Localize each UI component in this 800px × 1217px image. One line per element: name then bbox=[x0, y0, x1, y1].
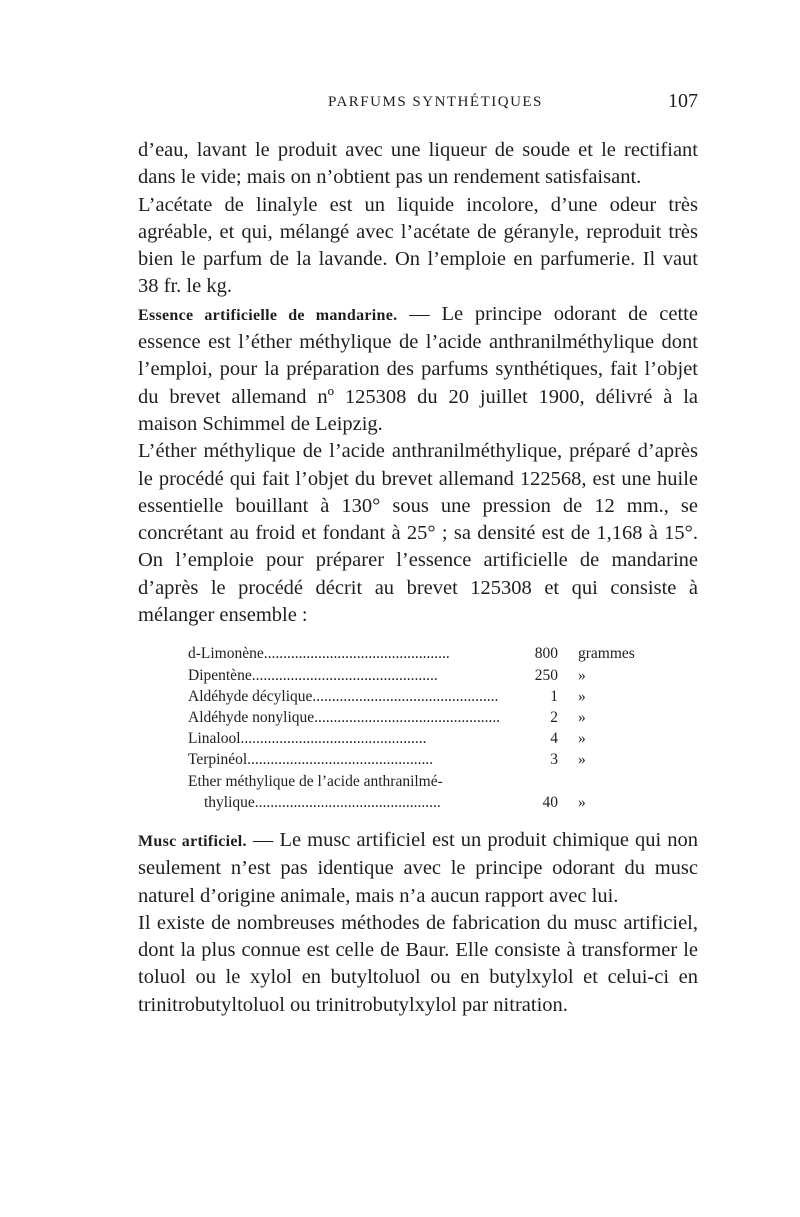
ingredient-quantity: 800 bbox=[534, 645, 558, 663]
section-heading-musc: Musc artificiel. bbox=[138, 832, 247, 850]
page-number: 107 bbox=[668, 90, 698, 112]
ingredient-unit: » bbox=[578, 793, 586, 811]
ingredient-unit: » bbox=[578, 730, 586, 748]
ingredient-quantity: 3 bbox=[550, 751, 558, 769]
recipe-row bbox=[188, 771, 658, 792]
recipe-row bbox=[188, 686, 658, 707]
running-title: PARFUMS SYNTHÉTIQUES bbox=[328, 94, 543, 110]
ingredient-unit: » bbox=[578, 666, 586, 684]
body-text bbox=[138, 137, 698, 1019]
ingredient-unit: grammes bbox=[578, 645, 635, 663]
ingredient-name: Linalool................................................ bbox=[188, 730, 427, 748]
paragraph-baur: Il existe de nombreuses méthodes de fabrication du musc artificiel, dont la plus connue est celle de Baur. Elle consiste à transformer le toluol ou le xylol en butyltoluol ou en butylxylol et celui-ci en trinitrobutyltoluol ou trinitrobutylxylol par nitration. bbox=[138, 911, 698, 1016]
recipe-row bbox=[188, 792, 658, 813]
ingredient-quantity: 2 bbox=[550, 708, 558, 726]
recipe-row bbox=[188, 749, 658, 770]
section-heading-mandarine: Essence artificielle de mandarine. bbox=[138, 306, 398, 324]
paragraph-continuation: d’eau, lavant le produit avec une liqueur de soude et le rectifiant dans le vide; mais on n’obtient pas un rendement satisfaisant. bbox=[138, 139, 698, 189]
recipe-row bbox=[188, 643, 658, 664]
ingredient-quantity: 4 bbox=[550, 730, 558, 748]
recipe-list bbox=[188, 643, 658, 813]
ingredient-name: d-Limonène................................................ bbox=[188, 645, 450, 663]
ingredient-name-line1: Ether méthylique de l’acide anthranilmé- bbox=[188, 772, 443, 790]
paragraph-linalyle: L’acétate de linalyle est un liquide incolore, d’une odeur très agréable, et qui, mélangé avec l’acétate de géranyle, reproduit très bien le parfum de la lavande. On l’emploie en parfumerie. Il vaut 38 fr. le kg. bbox=[138, 193, 698, 298]
recipe-row bbox=[188, 728, 658, 749]
ingredient-unit: » bbox=[578, 708, 586, 726]
paragraph-musc-text: — Le musc artificiel est un produit chimique qui non seulement n’est pas identique avec le principe odorant du musc naturel d’origine animale, mais n’a aucun rapport avec lui. bbox=[138, 828, 698, 907]
ingredient-unit: » bbox=[578, 751, 586, 769]
ingredient-name: Aldéhyde décylique................................................ bbox=[188, 687, 499, 705]
recipe-row bbox=[188, 707, 658, 728]
ingredient-unit: » bbox=[578, 687, 586, 705]
paragraph-musc bbox=[138, 827, 698, 910]
ingredient-name: Aldéhyde nonylique................................................ bbox=[188, 708, 501, 726]
ingredient-name: Terpinéol................................................ bbox=[188, 751, 434, 769]
paragraph-mandarine-text: — Le principe odorant de cette essence est l’éther méthylique de l’acide anthranilméthylique dont l’emploi, pour la préparation des parfums synthétiques, fait l’objet du brevet allemand nº 125308 du 20 juillet 1900, délivré à la maison Schimmel de Leipzig. bbox=[138, 302, 698, 435]
recipe-row bbox=[188, 665, 658, 686]
page-header bbox=[138, 90, 698, 120]
ingredient-name-line2: thylique................................................ bbox=[204, 793, 441, 811]
paragraph-mandarine bbox=[138, 301, 698, 438]
paragraph-ether: L’éther méthylique de l’acide anthranilméthylique, préparé d’après le procédé qui fait l’objet du brevet allemand 122568, est une huile essentielle bouillant à 130° sous une pression de 12 mm., se concrétant au froid et fondant à 25° ; sa densité est de 1,168 à 15°. On l’emploie pour préparer l’essence artificielle de mandarine d’après le procédé décrit au brevet 125308 et qui consiste à mélanger ensemble : bbox=[138, 440, 698, 627]
ingredient-quantity: 250 bbox=[534, 666, 558, 684]
ingredient-quantity: 1 bbox=[550, 687, 558, 705]
ingredient-name: Dipentène................................................ bbox=[188, 666, 438, 684]
ingredient-quantity: 40 bbox=[542, 793, 558, 811]
